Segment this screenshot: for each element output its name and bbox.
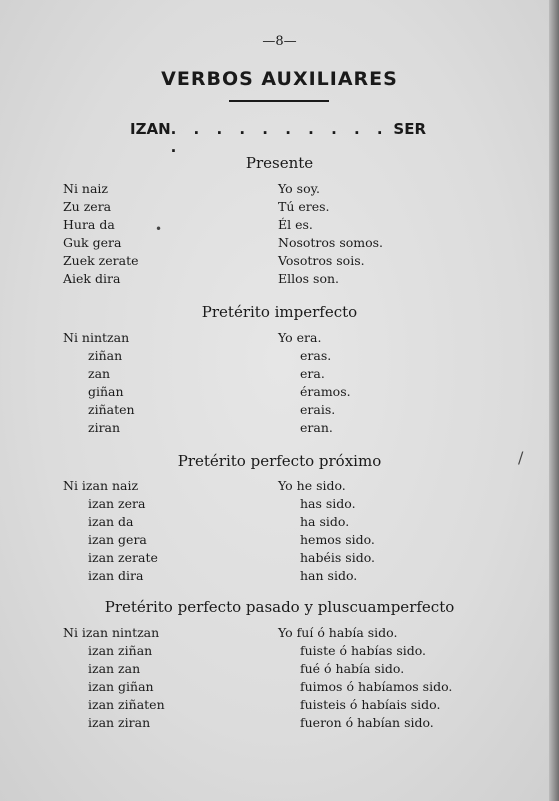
spanish-form: Yo he sido. xyxy=(278,478,346,493)
basque-form: zan xyxy=(88,366,111,381)
section-title-preterito-pluscuamperfecto: Pretérito perfecto pasado y pluscuamperfecto xyxy=(104,598,455,616)
conjugation-row xyxy=(0,252,559,270)
page-title: VERBOS AUXILIARES xyxy=(161,68,398,90)
spanish-form: hemos sido. xyxy=(300,532,375,547)
basque-form: izan ziran xyxy=(88,715,151,730)
basque-form: izan ziñan xyxy=(88,643,153,658)
spanish-form: Él es. xyxy=(278,217,313,232)
spanish-form: erais. xyxy=(300,402,336,417)
verb-heading xyxy=(130,120,426,156)
basque-form: ziran xyxy=(88,420,121,435)
section-title-preterito-perfecto-proximo: Pretérito perfecto próximo xyxy=(177,452,382,470)
verb-leader-dots: . . . . . . . . . . . xyxy=(170,120,389,156)
conjugation-row xyxy=(0,660,559,678)
spanish-form: habéis sido. xyxy=(300,550,375,565)
section-title-presente: Presente xyxy=(245,154,314,172)
basque-form: ziñaten xyxy=(88,402,135,417)
conjugation-row xyxy=(0,513,559,531)
conjugation-row xyxy=(0,383,559,401)
spanish-form: eran. xyxy=(300,420,333,435)
spanish-form: éramos. xyxy=(300,384,351,399)
conjugation-preterito-pluscuamperfecto xyxy=(0,624,559,732)
spanish-form: Vosotros sois. xyxy=(278,253,365,268)
section-title-preterito-imperfecto: Pretérito imperfecto xyxy=(201,303,358,321)
conjugation-row xyxy=(0,347,559,365)
conjugation-row xyxy=(0,714,559,732)
basque-form: ziñan xyxy=(88,348,123,363)
title-underline xyxy=(229,100,329,102)
conjugation-row xyxy=(0,216,559,234)
spanish-form: Yo soy. xyxy=(278,181,320,196)
spanish-form: Yo era. xyxy=(278,330,322,345)
spanish-form: han sido. xyxy=(300,568,358,583)
conjugation-row xyxy=(0,678,559,696)
conjugation-row xyxy=(0,180,559,198)
spanish-form: eras. xyxy=(300,348,332,363)
basque-form: giñan xyxy=(88,384,124,399)
conjugation-row xyxy=(0,696,559,714)
basque-form: izan da xyxy=(88,514,134,529)
spanish-form: ha sido. xyxy=(300,514,350,529)
conjugation-preterito-perfecto-proximo xyxy=(0,477,559,585)
basque-form: Zuek zerate xyxy=(63,253,139,268)
basque-form: izan ziñaten xyxy=(88,697,165,712)
conjugation-row xyxy=(0,477,559,495)
basque-form: Hura da xyxy=(63,217,115,232)
basque-form: Zu zera xyxy=(63,199,112,214)
conjugation-row xyxy=(0,365,559,383)
spanish-form: fué ó había sido. xyxy=(300,661,405,676)
spanish-form: Ellos son. xyxy=(278,271,339,286)
basque-form: Ni izan naiz xyxy=(63,478,139,493)
verb-basque: IZAN xyxy=(130,120,171,138)
conjugation-row xyxy=(0,234,559,252)
paper-speck: • xyxy=(155,222,163,236)
basque-form: izan zera xyxy=(88,496,146,511)
basque-form: izan gera xyxy=(88,532,147,547)
conjugation-row xyxy=(0,495,559,513)
page-number: —8— xyxy=(262,34,297,49)
conjugation-row xyxy=(0,549,559,567)
spanish-form: fuimos ó habíamos sido. xyxy=(300,679,453,694)
conjugation-row xyxy=(0,270,559,288)
basque-form: izan zerate xyxy=(88,550,158,565)
margin-mark: / xyxy=(518,448,524,467)
spanish-form: era. xyxy=(300,366,325,381)
basque-form: Ni izan nintzan xyxy=(63,625,160,640)
verb-spanish: SER xyxy=(393,120,426,138)
conjugation-presente xyxy=(0,180,559,288)
conjugation-row xyxy=(0,642,559,660)
spanish-form: fueron ó habían sido. xyxy=(300,715,434,730)
conjugation-row xyxy=(0,567,559,585)
spanish-form: Yo fuí ó había sido. xyxy=(278,625,398,640)
basque-form: izan dira xyxy=(88,568,144,583)
basque-form: Aiek dira xyxy=(63,271,121,286)
spanish-form: Nosotros somos. xyxy=(278,235,384,250)
spanish-form: fuiste ó habías sido. xyxy=(300,643,427,658)
basque-form: Guk gera xyxy=(63,235,122,250)
conjugation-row xyxy=(0,419,559,437)
conjugation-preterito-imperfecto xyxy=(0,329,559,437)
conjugation-row xyxy=(0,531,559,549)
spanish-form: Tú eres. xyxy=(278,199,330,214)
conjugation-row xyxy=(0,401,559,419)
conjugation-row xyxy=(0,624,559,642)
spanish-form: has sido. xyxy=(300,496,356,511)
conjugation-row xyxy=(0,329,559,347)
basque-form: Ni nintzan xyxy=(63,330,130,345)
basque-form: izan giñan xyxy=(88,679,154,694)
conjugation-row xyxy=(0,198,559,216)
basque-form: izan zan xyxy=(88,661,141,676)
basque-form: Ni naiz xyxy=(63,181,108,196)
spanish-form: fuisteis ó habíais sido. xyxy=(300,697,441,712)
